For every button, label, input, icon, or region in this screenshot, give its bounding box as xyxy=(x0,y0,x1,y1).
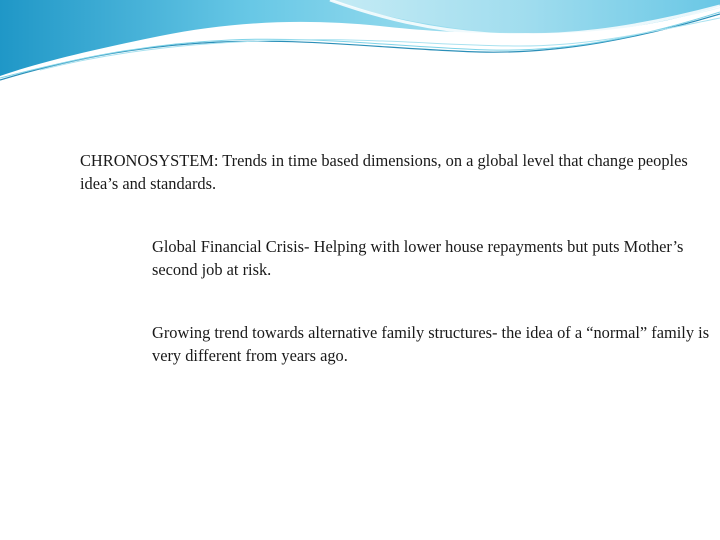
chronosystem-paragraph: CHRONOSYSTEM: Trends in time based dimensions, on a global level that change peoples idea’s and standards. xyxy=(80,151,688,193)
point-family-structures: Growing trend towards alternative family structures- the idea of a “normal” family is very different from years ago. xyxy=(152,323,710,365)
point-financial-crisis: Global Financial Crisis- Helping with lower house repayments but puts Mother’s second job at risk. xyxy=(152,237,684,279)
